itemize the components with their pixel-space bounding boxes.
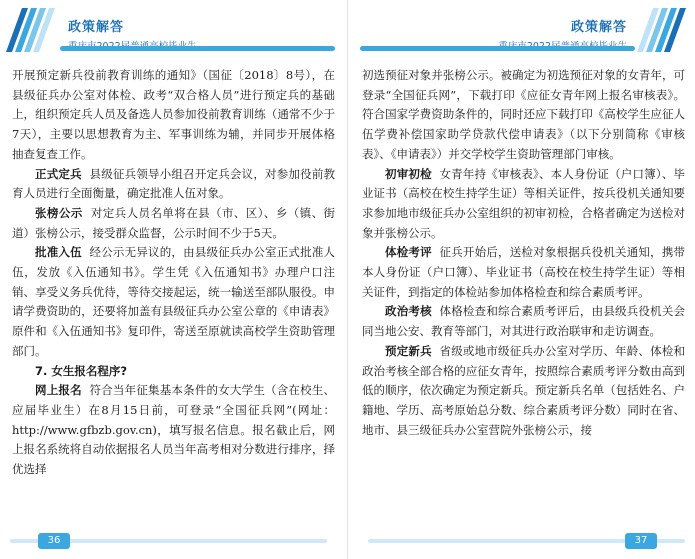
paragraph: 开展预定新兵役前教育训练的通知》（国征〔2018〕8号），在县级征兵办公室对体检、政考“双合格人员”进行预定兵的基础上，组织预定兵人员及备选人员参加役前教育训练（通常不少于7天），主要以思想教育为主、军事训练为辅，并同步开展体格抽查复查工作。 [12, 68, 335, 161]
header-stripes-decoration [641, 8, 685, 52]
paragraph-text: 县级征兵领导小组召开定兵会议，对参加役前教育人员进行全面衡量，确定批准人伍对象。 [12, 166, 336, 201]
keyword-heading: 初审初检 [385, 166, 432, 181]
paragraph [12, 243, 335, 361]
page-number: 37 [625, 533, 657, 549]
page-footer [368, 533, 685, 549]
keyword-heading: 政治考核 [385, 304, 432, 319]
header-stripes-decoration [10, 8, 54, 52]
paragraph-text: 体格检查和综合素质考评后，由县级兵役机关会同当地公安、教育等部门，对其进行政治联审和走访调查。 [362, 304, 686, 339]
left-page-body [12, 66, 335, 480]
paragraph [12, 204, 335, 243]
paragraph-text: 女青年持《审核表》、本人身份证（户口簿）、毕业证书（高校在校生持学生证）等相关证件，按兵役机关通知要求参加地市级征兵办公室组织的初审初检，合格者确定为送检对象并张榜公示。 [362, 166, 686, 240]
paragraph-text: 征兵开始后，送检对象根据兵役机关通知，携带本人身份证（户口簿）、毕业证书（高校在校生持学生证）等相关证件，到指定的体检站参加体格检查和综合素质考评。 [362, 245, 686, 299]
paragraph-text: 符合当年征集基本条件的女大学生（含在校生、应届毕业生）在8月15日前，可登录“全国征兵网”(网址：http://www.gfbzb.gov.cn)，填写报名信息。报名截止后，网上报名系统将自动依据报名人员当年高考相对分数进行排序，择优选择 [12, 383, 336, 477]
page-header [10, 8, 335, 52]
paragraph-text: 省级或地市级征兵办公室对学历、年龄、体检和政治考核全部合格的应征女青年，按照综合素质考评分数由高到低的顺序，依次确定为预定新兵。预定新兵名单（包括姓名、户籍地、学历、高考原始总分数、综合素质考评分数）同时在省、地市、县三级征兵办公室营院外张榜公示，接 [362, 343, 686, 437]
header-bar [360, 46, 635, 51]
keyword-heading: 张榜公示 [35, 205, 83, 220]
right-page [348, 0, 695, 559]
keyword-heading: 批准入伍 [35, 245, 82, 260]
paragraph [12, 165, 335, 204]
page-footer [10, 533, 327, 549]
paragraph-text: 对定兵人员名单将在县（市、区）、乡（镇、街道）张榜公示，接受群众监督，公示时间不少于5天。 [12, 205, 336, 240]
keyword-heading: 体检考评 [385, 245, 432, 260]
keyword-heading: 预定新兵 [385, 343, 432, 358]
paragraph: 初选预征对象并张榜公示。被确定为初选预征对象的女青年，可登录“全国征兵网”，下载打印《应征女青年网上报名审核表》。符合国家学费资助条件的，同时还应下载打印《高校学生应征人伍学费补偿国家助学贷款代偿申请表》（以下分别简称《审核表》、《申请表》）并交学校学生资助管理部门审核。 [362, 68, 685, 161]
page-header [360, 8, 685, 52]
paragraph [362, 342, 685, 441]
header-title: 政策解答 [570, 20, 627, 35]
paragraph [362, 165, 685, 244]
header-bar [60, 46, 335, 51]
paragraph-text: 经公示无异议的，由县级征兵办公室正式批准人伍，发放《入伍通知书》。学生凭《入伍通知书》办理户口注销、享受义务兵优待，等待交接起运，统一输送至部队服役。申请学费资助的，还要将加盖有县级征兵办公室公章的《申请表》原件和《入伍通知书》复印件，寄送至原就读高校学生资助管理部门。 [12, 245, 336, 358]
paragraph [362, 302, 685, 341]
keyword-heading: 正式定兵 [35, 166, 82, 181]
right-page-body [362, 66, 685, 440]
header-title: 政策解答 [68, 20, 125, 35]
keyword-heading: 网上报名 [35, 383, 82, 398]
page-number: 36 [38, 533, 70, 549]
paragraph [362, 243, 685, 302]
question-heading: 7. 女生报名程序? [35, 363, 128, 378]
left-page [0, 0, 347, 559]
paragraph [12, 381, 335, 480]
